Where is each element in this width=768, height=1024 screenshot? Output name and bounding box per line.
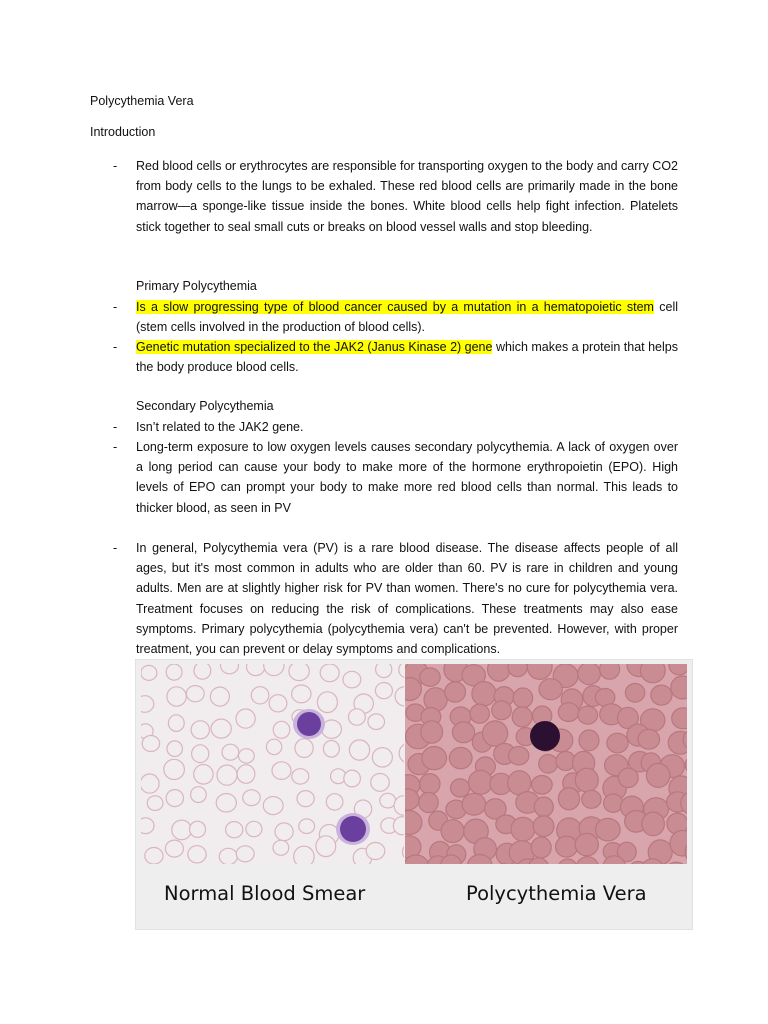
red-blood-cell: [420, 668, 440, 686]
red-blood-cell: [558, 703, 579, 722]
red-blood-cell: [194, 664, 211, 679]
red-blood-cell: [219, 848, 237, 864]
red-blood-cell: [470, 704, 489, 723]
red-blood-cell: [451, 779, 470, 797]
red-blood-cell: [513, 688, 533, 708]
red-blood-cell: [600, 664, 620, 679]
red-blood-cell: [295, 739, 313, 758]
red-blood-cell: [289, 664, 309, 681]
red-blood-cell: [263, 797, 283, 815]
red-blood-cell: [596, 818, 621, 841]
red-blood-cell: [216, 794, 236, 812]
section-heading-primary: Primary Polycythemia: [136, 279, 257, 293]
red-blood-cell: [349, 740, 369, 760]
red-blood-cell: [317, 692, 337, 713]
red-blood-cell: [556, 836, 578, 857]
red-blood-cell: [323, 741, 339, 758]
red-blood-cell: [166, 664, 182, 680]
red-blood-cell: [247, 664, 265, 676]
red-blood-cell: [316, 836, 336, 857]
secondary-bullet-2: [113, 437, 678, 518]
red-blood-cell: [191, 721, 209, 739]
red-blood-cell: [172, 820, 192, 840]
red-blood-cell: [575, 833, 598, 855]
red-blood-cell: [419, 792, 438, 812]
red-blood-cell: [509, 747, 529, 765]
primary-bullet-2: [113, 337, 678, 377]
red-blood-cell: [578, 706, 598, 724]
red-blood-cell: [420, 774, 440, 795]
red-blood-cell: [167, 741, 182, 757]
red-blood-cell: [422, 747, 447, 770]
red-blood-cell: [275, 823, 293, 841]
red-blood-cell: [194, 765, 213, 785]
red-blood-cell: [472, 682, 496, 706]
red-blood-cell: [273, 840, 289, 855]
red-blood-cell: [266, 739, 281, 754]
red-blood-cell: [380, 793, 396, 808]
highlighted-text: Genetic mutation specialized to the JAK2 (Janus Kinase 2) gene: [136, 340, 493, 354]
red-blood-cell: [483, 721, 508, 746]
red-blood-cell: [376, 664, 392, 678]
red-blood-cell: [445, 682, 466, 702]
red-blood-cell: [165, 840, 183, 857]
page-title: Polycythemia Vera: [90, 94, 194, 108]
red-blood-cell: [141, 665, 157, 680]
bullet-dash: -: [113, 541, 118, 555]
red-blood-cell: [292, 769, 309, 784]
red-blood-cell: [625, 684, 644, 703]
red-blood-cell: [508, 664, 527, 677]
red-blood-cell: [191, 787, 207, 803]
red-blood-cell: [222, 744, 239, 760]
red-blood-cell: [186, 686, 204, 702]
section-heading-secondary: Secondary Polycythemia: [136, 399, 274, 413]
red-blood-cell: [449, 747, 472, 768]
intro-bullet: [113, 156, 678, 237]
red-blood-cell: [642, 812, 665, 836]
red-blood-cell: [292, 685, 311, 703]
red-blood-cell: [239, 749, 255, 763]
red-blood-cell: [539, 755, 558, 774]
red-blood-cell: [651, 685, 672, 705]
bullet-dash: -: [113, 440, 118, 454]
caption-normal-blood-smear: Normal Blood Smear: [164, 882, 366, 905]
red-blood-cell: [441, 820, 464, 843]
bullet-text: cell (stem cells involved in the production of blood cells).: [136, 300, 678, 335]
red-blood-cell: [168, 715, 184, 732]
red-blood-cell: [147, 796, 163, 811]
secondary-bullet-1: [113, 417, 678, 437]
red-blood-cell: [236, 709, 255, 728]
red-blood-cell: [272, 762, 291, 780]
red-blood-cell: [618, 768, 638, 788]
red-blood-cell: [141, 696, 154, 713]
red-blood-cell: [492, 701, 512, 720]
bullet-text: Red blood cells or erythrocytes are responsible for transporting oxygen to the body and carry CO2 from body cells to the lungs to be exhaled. These red blood cells are primarily made in the bone marrow—a sponge-like tissue inside the bones. White blood cells help fight infection. Platelets stick together to seal small cuts or breaks on blood vessel walls and stop bleeding.: [136, 159, 678, 234]
primary-bullet-1: [113, 297, 678, 337]
bullet-dash: -: [113, 420, 118, 434]
red-blood-cell: [190, 821, 206, 837]
red-blood-cell: [211, 719, 231, 738]
red-blood-cell: [141, 818, 154, 834]
red-blood-cell: [269, 695, 287, 712]
section-heading-introduction: Introduction: [90, 125, 156, 139]
red-blood-cell: [452, 722, 474, 743]
red-blood-cell: [488, 664, 511, 681]
red-blood-cell: [640, 664, 665, 683]
red-blood-cell: [578, 664, 601, 685]
bullet-text: Long-term exposure to low oxygen levels causes secondary polycythemia. A lack of oxygen over a long period can cause your body to make more of the hormone erythropoietin (EPO). High levels of EPO can prompt your body to make more red blood cells than normal. This leads to thicker blood, as seen in PV: [136, 440, 678, 515]
red-blood-cell: [217, 765, 237, 785]
red-blood-cell: [246, 821, 262, 836]
red-blood-cell: [166, 790, 183, 807]
polycythemia-vera-smear-image: [405, 664, 687, 864]
red-blood-cell: [141, 774, 159, 793]
red-blood-cell: [192, 745, 209, 763]
red-blood-cell: [604, 794, 623, 812]
red-blood-cell: [210, 687, 229, 706]
bullet-text: Isn’t related to the JAK2 gene.: [136, 420, 304, 434]
red-blood-cell: [237, 765, 255, 784]
red-blood-cell: [607, 733, 628, 753]
red-blood-cell: [579, 730, 599, 751]
general-bullet: [113, 538, 678, 659]
red-blood-cell: [531, 837, 551, 858]
red-blood-cell: [349, 709, 366, 725]
normal-blood-smear-image: [141, 664, 404, 864]
red-blood-cell: [142, 736, 159, 752]
red-blood-cell: [297, 791, 314, 807]
red-blood-cell: [145, 848, 163, 865]
red-blood-cell: [371, 774, 390, 792]
caption-polycythemia-vera: Polycythemia Vera: [466, 882, 647, 905]
red-blood-cell: [372, 748, 392, 767]
red-blood-cell: [582, 790, 601, 808]
red-blood-cell: [512, 707, 532, 727]
bullet-text: In general, Polycythemia vera (PV) is a rare blood disease. The disease affects people of all ages, but it's most common in adults who are older than 60. PV is rare in children and young adults. Men are at slightly higher risk for PV than women. There's no cure for polycythemia vera. Treatment focuses on reducing the risk of complications. These treatments may also ease symptoms. Primary polycythemia (polycythemia vera) can't be prevented. However, with proper treatment, you can prevent or delay symptoms and complications.: [136, 541, 678, 657]
red-blood-cell: [511, 817, 535, 841]
red-blood-cell: [532, 776, 553, 795]
bullet-dash: -: [113, 300, 118, 314]
red-blood-cell: [243, 790, 260, 806]
red-blood-cell: [375, 683, 392, 699]
red-blood-cell: [469, 770, 493, 794]
red-blood-cell: [164, 759, 185, 779]
red-blood-cell: [638, 729, 660, 749]
red-blood-cell: [167, 687, 186, 706]
red-blood-cell: [188, 846, 206, 863]
red-blood-cell: [558, 788, 579, 810]
red-blood-cell: [343, 671, 361, 688]
red-blood-cell: [539, 679, 562, 700]
red-blood-cell: [251, 687, 269, 704]
red-blood-cell: [534, 797, 553, 817]
red-blood-cell: [575, 768, 598, 792]
red-blood-cell: [273, 721, 290, 738]
red-blood-cell: [294, 846, 314, 864]
highlighted-text: Is a slow progressing type of blood cancer caused by a mutation in a hematopoietic stem: [136, 300, 654, 314]
bullet-dash: -: [113, 159, 118, 173]
red-blood-cell: [226, 822, 243, 838]
bullet-text: which makes a protein that helps the body produce blood cells.: [136, 340, 678, 375]
red-blood-cell: [533, 816, 554, 837]
bullet-dash: -: [113, 340, 118, 354]
red-blood-cell: [344, 770, 361, 787]
red-blood-cell: [236, 846, 254, 862]
red-blood-cell: [421, 721, 443, 743]
red-blood-cell: [646, 763, 670, 787]
red-blood-cell: [299, 819, 315, 834]
red-blood-cell: [326, 794, 343, 810]
red-blood-cell: [462, 793, 486, 815]
red-blood-cell: [368, 714, 385, 730]
blood-smear-figure: [135, 659, 693, 930]
red-blood-cell: [366, 843, 385, 860]
red-blood-cell: [320, 664, 339, 682]
